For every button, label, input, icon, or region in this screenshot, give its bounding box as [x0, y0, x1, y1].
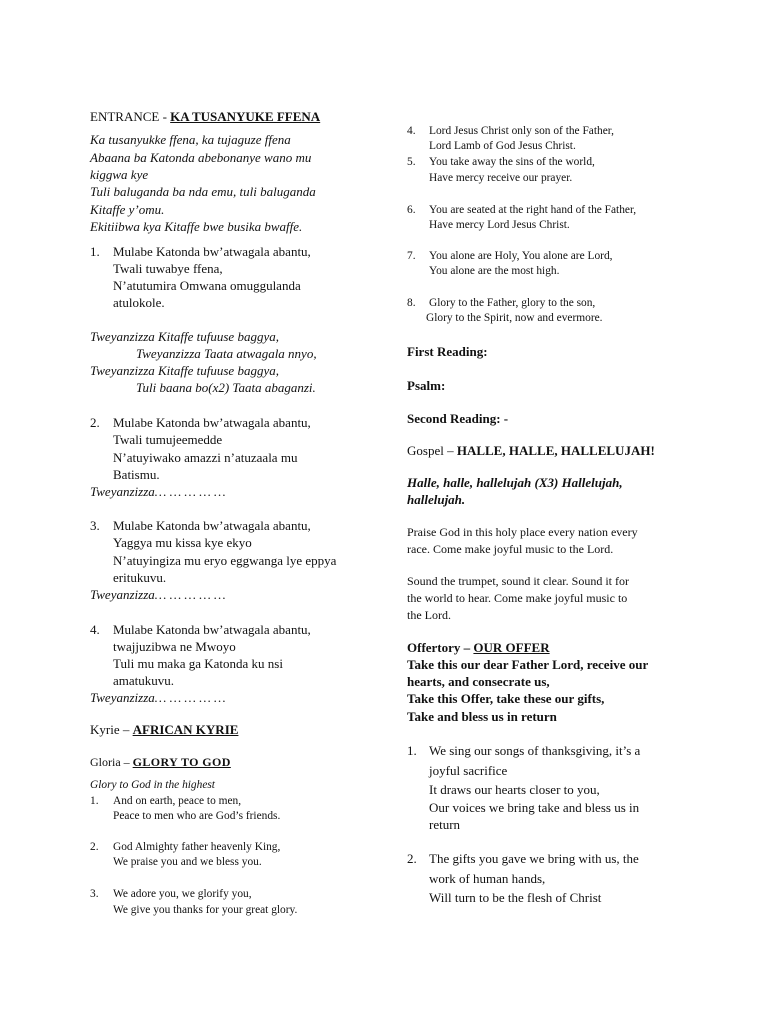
- refrain-line: Tweyanzizza Kitaffe tufuuse baggya,: [90, 329, 279, 344]
- entrance-intro-line: Kitaffe y’omu.: [90, 202, 165, 217]
- first-reading-label: First Reading:: [407, 344, 488, 359]
- offertory-line: It draws our hearts closer to you,: [429, 782, 600, 797]
- gloria-line: Lord Jesus Christ only son of the Father,: [429, 125, 614, 137]
- refrain-line: Tweyanzizza Kitaffe tufuuse baggya,: [90, 363, 279, 378]
- gloria-line: You take away the sins of the world,: [429, 156, 595, 168]
- offertory-line: joyful sacrifice: [429, 763, 508, 778]
- gloria-heading: [90, 756, 231, 768]
- offertory-refrain-line: Take and bless us in return: [407, 709, 557, 724]
- entrance-intro-line: Ka tusanyukke ffena, ka tujaguze ffena: [90, 132, 291, 147]
- verse-number: 1.: [90, 244, 100, 259]
- verse-line: Twali tumujeemedde: [113, 432, 223, 447]
- gloria-line: Lord Lamb of God Jesus Christ.: [429, 140, 576, 152]
- gloria-number: 2.: [90, 841, 99, 853]
- gloria-number: 7.: [407, 250, 416, 262]
- gloria-number: 4.: [407, 125, 416, 137]
- refrain-short: Tweyanzizza… … … … …: [90, 484, 226, 499]
- verse-line: Twali tuwabye ffena,: [113, 261, 223, 276]
- gospel-verse-line: the world to hear. Come make joyful music to: [407, 591, 628, 605]
- verse-line: eritukuvu.: [113, 570, 167, 585]
- offertory-line: return: [429, 817, 461, 832]
- kyrie-heading: [90, 723, 238, 736]
- gloria-line: God Almighty father heavenly King,: [113, 841, 281, 853]
- verse-line: atulokole.: [113, 295, 165, 310]
- gloria-prefix: Gloria –: [90, 755, 133, 769]
- gloria-line: We praise you and we bless you.: [113, 856, 262, 868]
- entrance-prefix: ENTRANCE -: [90, 109, 171, 124]
- verse-line: Tuli mu maka ga Katonda ku nsi: [113, 656, 283, 671]
- entrance-heading: [90, 110, 320, 123]
- verse-line: Mulabe Katonda bw’atwagala abantu,: [113, 622, 311, 637]
- gospel-heading: [407, 444, 655, 457]
- refrain-short: Tweyanzizza… … … … …: [90, 690, 226, 705]
- gospel-prefix: Gospel –: [407, 443, 457, 458]
- gloria-line: And on earth, peace to men,: [113, 795, 242, 807]
- gospel-verse-line: the Lord.: [407, 608, 451, 622]
- gloria-line: You alone are the most high.: [429, 265, 560, 277]
- gloria-number: 1.: [90, 795, 99, 807]
- gloria-line: Peace to men who are God’s friends.: [113, 810, 281, 822]
- verse-line: amatukuvu.: [113, 673, 175, 688]
- kyrie-prefix: Kyrie –: [90, 722, 133, 737]
- gospel-refrain-line: hallelujah.: [407, 492, 466, 507]
- gospel-verse-line: Sound the trumpet, sound it clear. Sound it for: [407, 574, 629, 588]
- gloria-number: 6.: [407, 204, 416, 216]
- entrance-intro-line: Abaana ba Katonda abebonanye wano mu: [90, 150, 312, 165]
- offertory-refrain-line: hearts, and consecrate us,: [407, 674, 550, 689]
- verse-line: Mulabe Katonda bw’atwagala abantu,: [113, 244, 311, 259]
- offertory-line: Our voices we bring take and bless us in: [429, 800, 640, 815]
- refrain-line: Tuli baana bo(x2) Taata abaganzi.: [136, 380, 316, 395]
- refrain-line: Tweyanzizza Taata atwagala nnyo,: [136, 346, 317, 361]
- offertory-line: work of human hands,: [429, 871, 546, 886]
- kyrie-title: AFRICAN KYRIE: [132, 722, 239, 737]
- gospel-verse-line: Praise God in this holy place every nation every: [407, 525, 638, 539]
- offertory-line: We sing our songs of thanksgiving, it’s a: [429, 743, 641, 758]
- gloria-line: We give you thanks for your great glory.: [113, 904, 298, 916]
- offertory-line: The gifts you gave we bring with us, the: [429, 851, 639, 866]
- psalm-label: Psalm:: [407, 378, 446, 393]
- gloria-line: You are seated at the right hand of the Father,: [429, 204, 637, 216]
- gloria-line: Have mercy receive our prayer.: [429, 172, 573, 184]
- entrance-intro-line: Tuli baluganda ba nda emu, tuli baluganda: [90, 184, 316, 199]
- entrance-intro-line: Ekitiibwa kya Kitaffe bwe busika bwaffe.: [90, 219, 303, 234]
- gospel-title: HALLE, HALLE, HALLELUJAH!: [456, 443, 655, 458]
- verse-number: 4.: [90, 622, 100, 637]
- offertory-heading: [407, 641, 550, 654]
- gloria-number: 5.: [407, 156, 416, 168]
- gloria-line: We adore you, we glorify you,: [113, 888, 252, 900]
- offertory-number: 1.: [407, 743, 417, 758]
- gloria-line: Have mercy Lord Jesus Christ.: [429, 219, 570, 231]
- gloria-line: Glory to the Father, glory to the son,: [429, 297, 596, 309]
- gloria-intro: Glory to God in the highest: [90, 779, 215, 791]
- verse-line: N’atuyiwako amazzi n’atuzaala mu: [113, 450, 298, 465]
- verse-line: N’atuyingiza mu eryo eggwanga lye eppya: [113, 553, 337, 568]
- gloria-title: GLORY TO GOD: [132, 755, 231, 769]
- verse-number: 2.: [90, 415, 100, 430]
- gospel-refrain-line: Halle, halle, hallelujah (X3) Hallelujah,: [407, 475, 623, 490]
- verse-line: Batismu.: [113, 467, 160, 482]
- offertory-refrain-line: Take this Offer, take these our gifts,: [407, 691, 605, 706]
- verse-line: twajjuzibwa ne Mwoyo: [113, 639, 236, 654]
- verse-line: N’atutumira Omwana omuggulanda: [113, 278, 301, 293]
- entrance-title: KA TUSANYUKE FFENA: [170, 109, 321, 124]
- offertory-refrain-line: Take this our dear Father Lord, receive our: [407, 657, 649, 672]
- verse-line: Yaggya mu kissa kye ekyo: [113, 535, 252, 550]
- gloria-line: Glory to the Spirit, now and evermore.: [426, 312, 603, 324]
- verse-line: Mulabe Katonda bw’atwagala abantu,: [113, 518, 311, 533]
- offertory-prefix: Offertory –: [407, 640, 474, 655]
- gospel-verse-line: race. Come make joyful music to the Lord.: [407, 542, 614, 556]
- gloria-line: You alone are Holy, You alone are Lord,: [429, 250, 613, 262]
- refrain-short: Tweyanzizza… … … … …: [90, 587, 226, 602]
- offertory-line: Will turn to be the flesh of Christ: [429, 890, 602, 905]
- entrance-intro-line: kiggwa kye: [90, 167, 149, 182]
- offertory-number: 2.: [407, 851, 417, 866]
- second-reading-label: Second Reading: -: [407, 411, 509, 426]
- verse-number: 3.: [90, 518, 100, 533]
- offertory-title: OUR OFFER: [473, 640, 550, 655]
- verse-line: Mulabe Katonda bw’atwagala abantu,: [113, 415, 311, 430]
- gloria-number: 8.: [407, 297, 416, 309]
- gloria-number: 3.: [90, 888, 99, 900]
